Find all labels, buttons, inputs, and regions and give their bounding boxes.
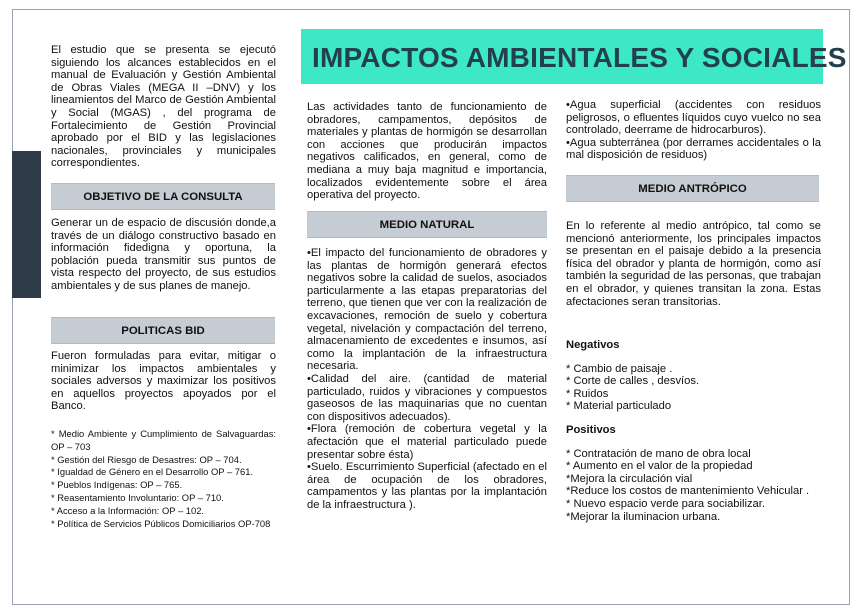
list-item: *Reduce los costos de mantenimiento Vehicular . [566,485,810,498]
negativos-list [566,363,821,413]
list-item: •El impacto del funcionamiento de obradores y las plantas de hormigón generará efectos negativos sobre la calidad de suelos, asociados particularmente a las etapas preparatorias del terreno, que tienen que ver con la realización de excavaciones, remoción de suelo y cobertura vegetal, nivelación y compactación del terreno, almacenamiento de excedentes e insumos, así como la implantación de la infraestructura necesaria. [307,247,547,373]
list-item: * Cambio de paisaje . [566,362,673,375]
medio-antropico-paragraph: En lo referente al medio antrópico, tal como se mencionó anteriormente, los principales impactos se presentan en el paisaje debido a la presencia física del obrador y planta de hormigón, como así también la seguridad de las personas, que trabajan en el obrador, y quienes transitan la zona. Estas afectaciones seran transitorias. [566,220,821,308]
list-item: •Suelo. Escurrimiento Superficial (afectado en el área de ocupación de los obradores, campamentos y las plantas por la implantación de la infraestructura ). [307,461,547,511]
list-item: * Política de Servicios Públicos Domiciliarios OP-708 [51,517,271,529]
agua-list [566,99,821,162]
impactos-paragraph: Las actividades tanto de funcionamiento de obradores, campamentos, depósitos de materiales y plantas de hormigón se desarrollan con acciones que producirán impactos negativos calificados, en general, como de mediana a muy baja magnitud e importancia, localizados evidentemente sobre el área operativa del proyecto. [307,101,547,202]
objetivo-heading [51,183,275,210]
objetivo-heading-text: OBJETIVO DE LA CONSULTA [83,191,243,203]
list-item: * Corte de calles , desvíos. [566,375,700,388]
negativos-heading: Negativos [566,339,620,351]
column-left [51,44,276,170]
positivos-list [566,448,821,524]
page-title: IMPACTOS AMBIENTALES Y SOCIALES [312,42,847,73]
list-item: •Calidad del aire. (cantidad de material particulado, ruidos y vibraciones y compuestos gaseosos de las maquinarias que no cuentan con dispositivos adecuados). [307,372,547,423]
title-banner [301,29,847,84]
list-item: * Reasentamiento Involuntario: OP – 710. [51,491,224,503]
list-item: * Aumento en el valor de la propiedad [566,460,753,473]
politicas-paragraph: Fueron formuladas para evitar, mitigar o minimizar los impactos ambientales y sociales adversos y maximizar los positivos en aquellos proyectos apoyados por el Banco. [51,350,276,413]
medio-antropico-heading [566,175,819,202]
politicas-heading [51,317,275,344]
impacts-lists [566,339,821,523]
objetivo-paragraph: Generar un de espacio de discusión donde,a través de un diálogo constructivo basado en información fidedigna y oportuna, la población pueda transmitir sus puntos de vista respecto del proyecto, de sus estudios ambientales y de sus planes de manejo. [51,217,276,292]
medio-antropico-heading-text: MEDIO ANTRÓPICO [638,183,747,195]
side-tab-decoration [12,151,41,298]
medio-natural-list [307,247,547,511]
medio-natural-heading-text: MEDIO NATURAL [379,219,475,231]
list-item: * Medio Ambiente y Cumplimiento de Salvaguardas: OP – 703 [51,428,276,452]
medio-natural-heading [307,211,547,238]
politicas-heading-text: POLITICAS BID [121,325,205,337]
list-item: •Flora (remoción de cobertura vegetal y la afectación que el material particulado puede presentar sobre ésta) [307,423,547,461]
list-item: * Nuevo espacio verde para sociabilizar. [566,497,765,510]
list-item: * Ruidos [566,387,609,400]
intro-paragraph: El estudio que se presenta se ejecutó siguiendo los alcances establecidos en el manual de Evaluación y Gestión Ambiental de Obras Viales (MEGA II –DNV) y los lineamientos del Marco de Gestión Ambiental y Social (MGAS) , del programa de Fortalecimiento de Gestión Provincial aprobado por el BID y las legislaciones nacionales, provinciales y municipales correspondientes. [51,44,276,170]
list-item: * Acceso a la Información: OP – 102. [51,504,205,516]
list-item: * Igualdad de Género en el Desarrollo OP – 761. [51,466,254,478]
list-item: *Mejora la circulación vial [566,472,693,485]
list-item: * Pueblos Indígenas: OP – 765. [51,479,183,491]
list-item: * Contratación de mano de obra local [566,447,751,460]
list-item: •Agua superficial (accidentes con residuos peligrosos, o efluentes líquidos cuyo vuelco no sea controlado, deerrame de hidrocarburos). [566,99,821,137]
positivos-heading: Positivos [566,423,616,436]
list-item: •Agua subterránea (por derrames accidentales o la mal disposición de residuos) [566,136,821,162]
politicas-list [51,428,276,530]
list-item: * Gestión del Riesgo de Desastres: OP – 704. [51,453,242,465]
list-item: *Mejorar la iluminacion urbana. [566,510,721,523]
list-item: * Material particulado [566,400,672,413]
